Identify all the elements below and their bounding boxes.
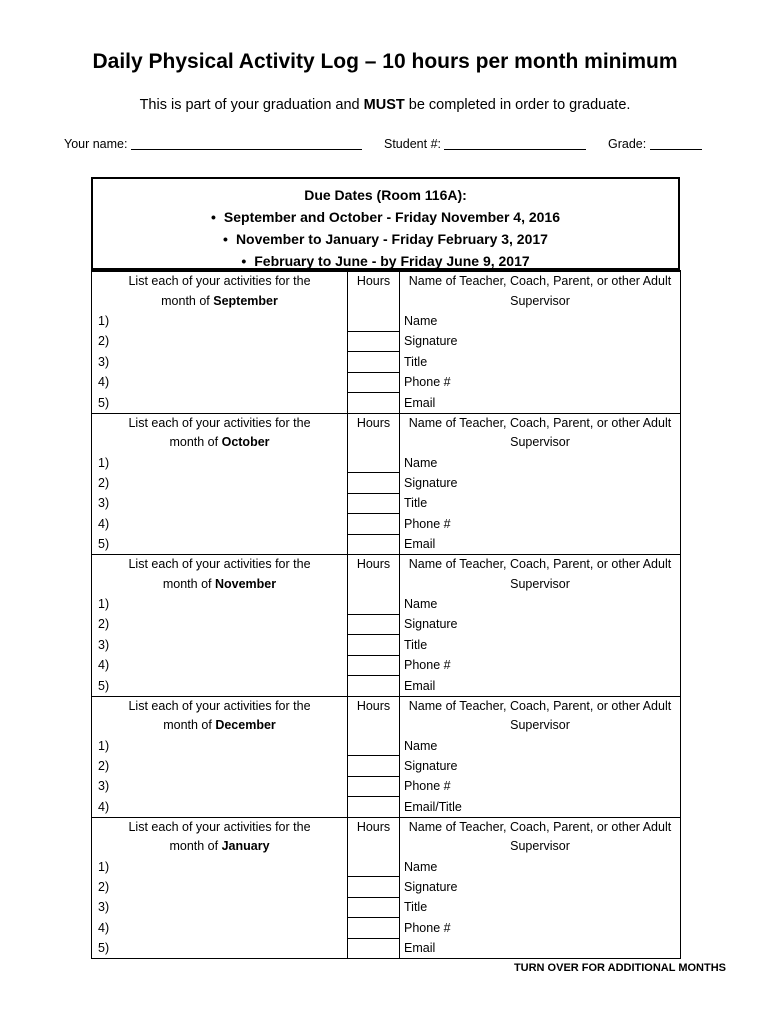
supervisor-header: Name of Teacher, Coach, Parent, or other Adult Supervisor [400, 696, 681, 736]
month-prefix: month of [163, 718, 216, 732]
activity-entry[interactable]: 5) [92, 393, 348, 414]
hours-header: Hours [348, 817, 400, 857]
hours-entry[interactable] [348, 635, 400, 656]
hours-entry[interactable] [348, 918, 400, 939]
activity-row[interactable] [92, 938, 681, 959]
activity-row[interactable] [92, 676, 681, 697]
hours-entry[interactable] [348, 938, 400, 959]
activities-header-text: List each of your activities for the [128, 557, 311, 571]
supervisor-field[interactable]: Name [400, 453, 681, 473]
supervisor-field[interactable]: Title [400, 352, 681, 373]
activity-entry[interactable]: 2) [92, 877, 348, 898]
activity-log-table [91, 270, 681, 959]
activities-header [92, 413, 348, 453]
activity-entry[interactable]: 3) [92, 776, 348, 797]
month-header-row [92, 555, 681, 595]
student-number-field[interactable] [384, 136, 586, 151]
grade-blank[interactable] [650, 136, 702, 150]
activity-entry[interactable]: 1) [92, 311, 348, 331]
supervisor-field[interactable]: Name [400, 311, 681, 331]
hours-entry[interactable] [348, 493, 400, 514]
graduation-requirement-note [0, 97, 770, 113]
hours-entry[interactable] [348, 776, 400, 797]
supervisor-field[interactable]: Email/Title [400, 797, 681, 818]
supervisor-field[interactable]: Signature [400, 473, 681, 494]
hours-entry[interactable] [348, 352, 400, 373]
activity-row[interactable] [92, 756, 681, 777]
hours-entry[interactable] [348, 473, 400, 494]
supervisor-field[interactable]: Name [400, 857, 681, 877]
activity-row[interactable] [92, 897, 681, 918]
activity-entry[interactable]: 4) [92, 372, 348, 393]
activity-entry[interactable]: 1) [92, 736, 348, 756]
hours-entry[interactable] [348, 372, 400, 393]
month-name: November [214, 576, 277, 591]
due-date-item: • November to January - Friday February 3, 2017 [93, 228, 678, 250]
note-text-post: be completed in order to graduate. [404, 97, 631, 113]
activity-row[interactable] [92, 331, 681, 352]
activity-entry[interactable]: 2) [92, 473, 348, 494]
month-prefix: month of [169, 435, 222, 449]
month-header-row [92, 271, 681, 311]
hours-header: Hours [348, 555, 400, 595]
supervisor-field[interactable]: Phone # [400, 918, 681, 939]
name-blank[interactable] [131, 136, 362, 150]
activities-header-text: List each of your activities for the [128, 415, 311, 430]
supervisor-header: Name of Teacher, Coach, Parent, or other Adult Supervisor [400, 817, 681, 857]
hours-entry[interactable] [348, 331, 400, 352]
hours-entry[interactable] [348, 756, 400, 777]
supervisor-field[interactable]: Email [400, 393, 681, 414]
supervisor-header: Name of Teacher, Coach, Parent, or other Adult Supervisor [400, 413, 681, 453]
hours-entry[interactable] [348, 393, 400, 414]
activity-row[interactable] [92, 493, 681, 514]
due-dates-title: Due Dates (Room 116A): [304, 187, 467, 203]
activities-header [92, 696, 348, 736]
activity-row[interactable] [92, 514, 681, 535]
activity-row[interactable] [92, 736, 681, 756]
activity-entry[interactable]: 5) [92, 938, 348, 959]
hours-entry[interactable] [348, 594, 400, 614]
activities-header [92, 271, 348, 311]
activity-row[interactable] [92, 857, 681, 877]
month-prefix: month of [169, 839, 222, 853]
activity-entry[interactable]: 5) [92, 534, 348, 555]
activity-entry[interactable]: 1) [92, 594, 348, 614]
grade-field[interactable] [608, 136, 702, 151]
hours-entry[interactable] [348, 797, 400, 818]
activities-header-text: List each of your activities for the [128, 698, 311, 713]
hours-header: Hours [348, 696, 400, 736]
supervisor-field[interactable]: Title [400, 897, 681, 918]
activity-entry[interactable]: 4) [92, 514, 348, 535]
note-must: MUST [363, 97, 405, 113]
activity-entry[interactable]: 1) [92, 857, 348, 877]
month-prefix: month of [161, 293, 214, 308]
month-prefix: month of [162, 576, 215, 591]
name-field[interactable] [64, 136, 362, 151]
activity-row[interactable] [92, 352, 681, 373]
activity-entry[interactable]: 3) [92, 352, 348, 373]
supervisor-field[interactable]: Name [400, 736, 681, 756]
supervisor-header: Name of Teacher, Coach, Parent, or other Adult Supervisor [400, 555, 681, 595]
hours-header: Hours [348, 413, 400, 453]
month-header-row [92, 413, 681, 453]
activity-row[interactable] [92, 614, 681, 635]
activity-entry[interactable]: 4) [92, 797, 348, 818]
hours-entry[interactable] [348, 877, 400, 898]
hours-entry[interactable] [348, 736, 400, 756]
activity-row[interactable] [92, 776, 681, 797]
activity-entry[interactable]: 3) [92, 493, 348, 514]
hours-entry[interactable] [348, 857, 400, 877]
activity-row[interactable] [92, 635, 681, 656]
activities-header-text: List each of your activities for the [128, 274, 311, 288]
activities-header [92, 555, 348, 595]
supervisor-field[interactable]: Email [400, 676, 681, 697]
activity-row[interactable] [92, 877, 681, 898]
month-name: December [215, 718, 276, 732]
activities-header [92, 817, 348, 857]
activity-row[interactable] [92, 453, 681, 473]
activity-entry[interactable]: 4) [92, 918, 348, 939]
month-header-row [92, 696, 681, 736]
activity-entry[interactable]: 4) [92, 655, 348, 676]
supervisor-field[interactable]: Phone # [400, 514, 681, 535]
activity-row[interactable] [92, 918, 681, 939]
supervisor-field[interactable]: Email [400, 534, 681, 555]
hours-entry[interactable] [348, 453, 400, 473]
name-label: Your name: [64, 137, 128, 151]
hours-entry[interactable] [348, 614, 400, 635]
due-date-item: • September and October - Friday November 4, 2016 [93, 206, 678, 228]
supervisor-field[interactable]: Signature [400, 614, 681, 635]
month-name: September [213, 293, 278, 308]
student-number-label: Student #: [384, 137, 441, 151]
hours-entry[interactable] [348, 514, 400, 535]
supervisor-field[interactable]: Title [400, 635, 681, 656]
grade-label: Grade: [608, 137, 647, 151]
activity-entry[interactable]: 5) [92, 676, 348, 697]
activity-row[interactable] [92, 594, 681, 614]
activity-entry[interactable]: 2) [92, 331, 348, 352]
supervisor-field[interactable]: Email [400, 938, 681, 959]
hours-entry[interactable] [348, 311, 400, 331]
month-name: January [221, 839, 270, 853]
due-date-item: • February to June - by Friday June 9, 2017 [93, 250, 678, 272]
supervisor-field[interactable]: Name [400, 594, 681, 614]
activity-entry[interactable]: 1) [92, 453, 348, 473]
activity-row[interactable] [92, 372, 681, 393]
activity-row[interactable] [92, 311, 681, 331]
activity-row[interactable] [92, 473, 681, 494]
hours-entry[interactable] [348, 676, 400, 697]
supervisor-field[interactable]: Phone # [400, 372, 681, 393]
supervisor-field[interactable]: Signature [400, 877, 681, 898]
activity-entry[interactable]: 2) [92, 614, 348, 635]
due-dates-box [91, 177, 680, 270]
turn-over-note: TURN OVER FOR ADDITIONAL MONTHS [513, 962, 726, 974]
activity-entry[interactable]: 3) [92, 635, 348, 656]
activity-row[interactable] [92, 655, 681, 676]
hours-header: Hours [348, 271, 400, 311]
activity-row[interactable] [92, 797, 681, 818]
note-text-pre: This is part of your graduation and [139, 97, 364, 113]
activity-row[interactable] [92, 393, 681, 414]
page-title: Daily Physical Activity Log – 10 hours per month minimum [92, 50, 678, 73]
supervisor-field[interactable]: Signature [400, 331, 681, 352]
supervisor-header: Name of Teacher, Coach, Parent, or other Adult Supervisor [400, 271, 681, 311]
month-name: October [221, 435, 270, 449]
activities-header-text: List each of your activities for the [128, 819, 311, 834]
activity-entry[interactable]: 2) [92, 756, 348, 777]
supervisor-field[interactable]: Signature [400, 756, 681, 777]
supervisor-field[interactable]: Phone # [400, 655, 681, 676]
month-header-row [92, 817, 681, 857]
supervisor-field[interactable]: Title [400, 493, 681, 514]
hours-entry[interactable] [348, 897, 400, 918]
student-number-blank[interactable] [444, 136, 586, 150]
activity-entry[interactable]: 3) [92, 897, 348, 918]
hours-entry[interactable] [348, 534, 400, 555]
supervisor-field[interactable]: Phone # [400, 776, 681, 797]
activity-row[interactable] [92, 534, 681, 555]
hours-entry[interactable] [348, 655, 400, 676]
